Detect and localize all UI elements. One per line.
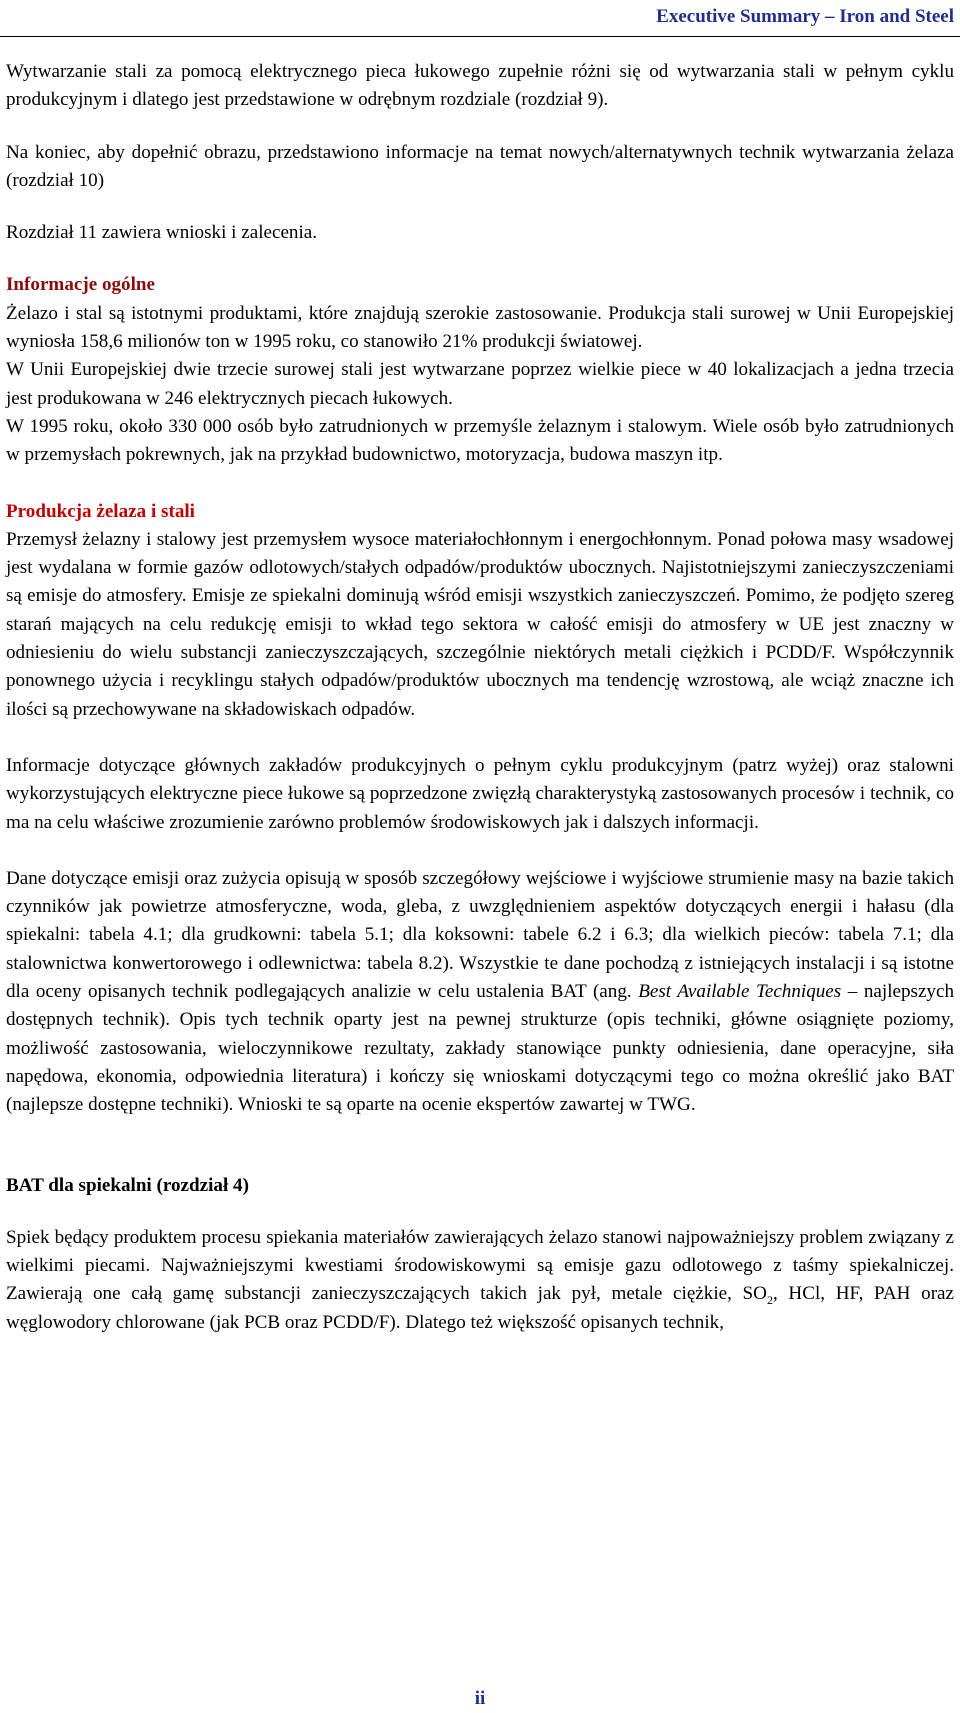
paragraph-sinter bbox=[6, 1224, 954, 1337]
heading-general-info: Informacje ogólne bbox=[6, 274, 156, 296]
paragraph-emission-data bbox=[6, 865, 954, 1120]
header-rule bbox=[0, 36, 960, 37]
paragraph-blast-furnaces: W Unii Europejskiej dwie trzecie surowej stali jest wytwarzane poprzez wielkie piece w 40 lokalizacjach a jedna trzecia jest produkowana w 246 elektrycznych piecach łukowych. bbox=[6, 359, 954, 409]
document-body bbox=[6, 58, 954, 1337]
paragraph-employment: W 1995 roku, około 330 000 osób było zatrudnionych w przemyśle żelaznym i stalowym. Wiele osób było zatrudnionych w przemysłach pokrewnych, jak na przykład budownictwo, motoryzacja, budowa maszyn itp. bbox=[6, 415, 954, 466]
emission-data-text-1: Dane dotyczące emisji oraz zużycia opisują w sposób szczegółowy wejściowe i wyjściowe strumienie masy na bazie takich czynników jak powietrze atmosferyczne, woda, gleba, z uwzględnieniem aspektów dotyczących energii i hałasu (dla spiekalni: tabela 4.1; dla grudkowni: tabela 5.1; dla koksowni: tabele 6.2 i 6.3; dla wielkich pieców: tabela 7.1; dla stalownictwa konwertorowego i odlewnictwa: tabela 8.2). Wszystkie te dane pochodzą z istniejących instalacji i są istotne dla oceny opisanych technik podlegających analizie w celu ustalenia BAT (ang. bbox=[6, 867, 954, 1003]
bat-term-italic: Best Available Techniques bbox=[638, 981, 842, 1003]
paragraph-electric-arc: Wytwarzanie stali za pomocą elektrycznego pieca łukowego zupełnie różni się od wytwarzania stali w pełnym cyklu produkcyjnym i dlatego jest przedstawione w odrębnym rozdziale (rozdział 9). bbox=[6, 61, 954, 111]
emission-data-text-2: – najlepszych dostępnych technik). Opis tych technik oparty jest na pewnej strukturze (opis techniki, główne osiągnięte poziomy, możliwość zastosowania, wieloczynnikowe rezultaty, zakłady stanowiące punkty odniesienia, dane operacyjne, siła napędowa, ekonomia, odpowiednia literatura) i kończy się wnioskami dotyczącymi tego co można określić jako BAT (najlepsze dostępne techniki). Wnioski te są oparte na ocenie ekspertów zawartej w TWG. bbox=[6, 981, 954, 1116]
paragraph-chapter-11: Rozdział 11 zawiera wnioski i zalecenia. bbox=[6, 222, 318, 244]
paragraph-emissions: Przemysł żelazny i stalowy jest przemysłem wysoce materiałochłonnym i energochłonnym. Ponad połowa masy wsadowej jest wydalana w formie gazów odlotowych/stałych odpadów/produktów ubocznych. Najistotniejszymi zanieczyszczeniami są emisje do atmosfery. Emisje ze spiekalni dominują wśród emisji wszystkich zanieczyszczeń. Pomimo, że podjęto szereg starań mających na celu redukcję emisji to wkład tego sektora w całość emisji do atmosfery w UE jest znaczny w odniesieniu do wielu substancji zanieczyszczających, szczególnie niektórych metali ciężkich i PCDD/F. Współczynnik ponownego użycia i recyklingu stałych odpadów/produktów ubocznych ma tendencję wzrostową, ale wciąż znaczne ich ilości są przechowywane na składowiskach odpadów. bbox=[6, 528, 954, 720]
subscript-2: 2 bbox=[766, 1293, 773, 1308]
heading-iron-steel-production: Produkcja żelaza i stali bbox=[6, 500, 195, 522]
paragraph-production-volume: Żelazo i stal są istotnymi produktami, które znajdują szerokie zastosowanie. Produkcja stali surowej w Unii Europejskiej wyniosła 158,6 milionów ton w 1995 roku, co stanowiło 21% produkcji światowej. bbox=[6, 302, 954, 353]
running-header: Executive Summary – Iron and Steel bbox=[656, 6, 954, 27]
sinter-text-2: , HCl, HF, PAH oraz węglowodory chlorowane (jak PCB oraz PCDD/F). Dlatego też większość opisanych technik, bbox=[6, 1283, 954, 1333]
paragraph-plant-info: Informacje dotyczące głównych zakładów produkcyjnych o pełnym cyklu produkcyjnym (patrz wyżej) oraz stalowni wykorzystujących elektryczne piece łukowe są poprzedzone zwięzłą charakterystyką zastosowanych procesów i technik, co ma na celu właściwe zrozumienie zarówno problemów środowiskowych jak i dalszych informacji. bbox=[6, 754, 954, 833]
page-number: ii bbox=[474, 1688, 486, 1709]
sinter-text-1: Spiek będący produktem procesu spiekania materiałów zawierających żelazo stanowi najpoważniejszy problem związany z wielkimi piecami. Najważniejszymi kwestiami środowiskowymi są emisje gazu odlotowego z taśmy spiekalniczej. Zawierają one całą gamę substancji zanieczyszczających takich jak pył, metale ciężkie, SO bbox=[6, 1226, 954, 1305]
paragraph-new-techniques: Na koniec, aby dopełnić obrazu, przedstawiono informacje na temat nowych/alternatywnych technik wytwarzania żelaza (rozdział 10) bbox=[6, 141, 954, 191]
heading-bat-sinter: BAT dla spiekalni (rozdział 4) bbox=[6, 1174, 249, 1196]
